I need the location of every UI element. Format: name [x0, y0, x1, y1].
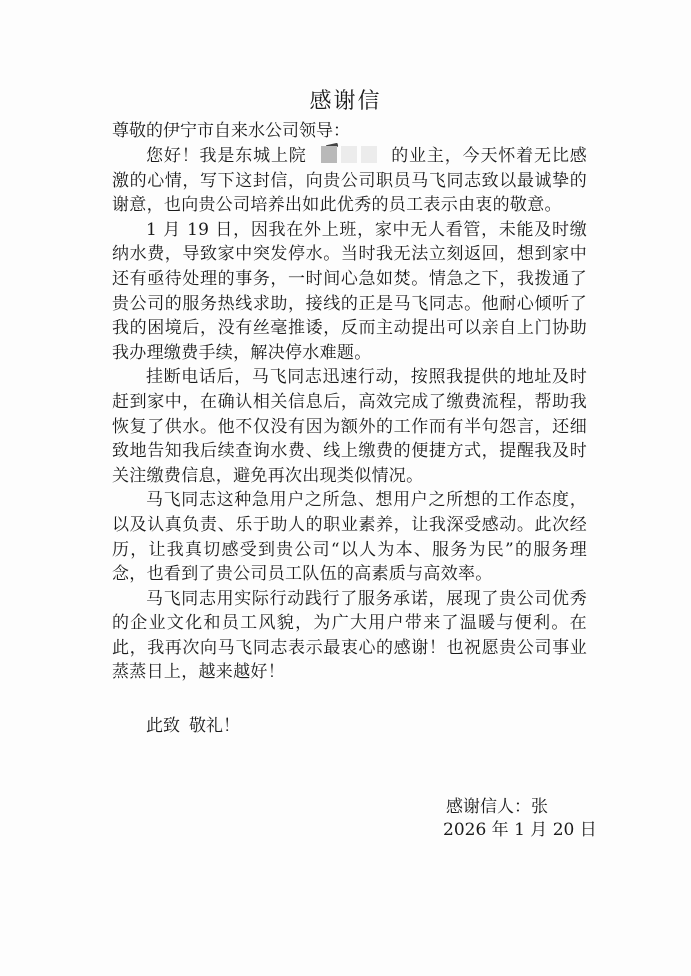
- closing-ci-zhi: 此致: [146, 716, 180, 736]
- paragraph-greeting-start: 您好！我是东城上院: [146, 146, 307, 166]
- redaction-block-dark: [321, 146, 337, 163]
- letter-signature: 感谢信人：张: [446, 797, 548, 817]
- paragraph-wishes: 马飞同志用实际行动践行了服务承诺，展现了贵公司优秀的企业文化和员工风貌，为广大用户带来了温暖与便利。在此，我再次向马飞同志表示最衷心的感谢！也祝愿贵公司事业蒸蒸日上，越来越好！: [112, 588, 587, 683]
- redaction-block-light: [341, 146, 357, 163]
- paragraph-incident: 1 月 19 日，因我在外上班，家中无人看管，未能及时缴纳水费，导致家中突发停水。当时我无法立刻返回，想到家中还有亟待处理的事务，一时间心急如焚。情急之下，我拨通了贵公司的服务热线求助，接线的正是马飞同志。他耐心倾听了我的困境后，没有丝毫推诿，反而主动提出可以亲自上门协助我办理缴费手续，解决停水难题。: [112, 219, 587, 363]
- letter-salutation: 尊敬的伊宁市自来水公司领导：: [112, 121, 350, 141]
- closing-jing-li: 敬礼！: [189, 716, 240, 736]
- letter-closing: [146, 714, 240, 738]
- letter-date: 2026 年 1 月 20 日: [443, 820, 597, 840]
- paragraph-greeting-end: 的业主，今天怀着无比感激的心情，写下这封信，向贵公司职员马飞同志致以最诚挚的谢意，也向贵公司培养出如此优秀的员工表示由衷的敬意。: [112, 146, 587, 216]
- redaction-block-light: [361, 146, 377, 163]
- letter-body: [112, 144, 587, 685]
- paragraph-appreciation: 马飞同志这种急用户之所急、想用户之所想的工作态度，以及认真负责、乐于助人的职业素养，让我深受感动。此次经历，让我真切感受到贵公司“以人为本、服务为民”的服务理念，也看到了贵公司员工队伍的高素质与高效率。: [112, 490, 587, 585]
- paragraph-greeting: [112, 144, 587, 218]
- letter-title: 感谢信: [309, 89, 382, 114]
- paragraph-service: 挂断电话后，马飞同志迅速行动，按照我提供的地址及时赶到家中，在确认相关信息后，高效完成了缴费流程，帮助我恢复了供水。他不仅没有因为额外的工作而有半句怨言，还细致地告知我后续查询水费、线上缴费的便捷方式，提醒我及时关注缴费信息，避免再次出现类似情况。: [112, 367, 587, 486]
